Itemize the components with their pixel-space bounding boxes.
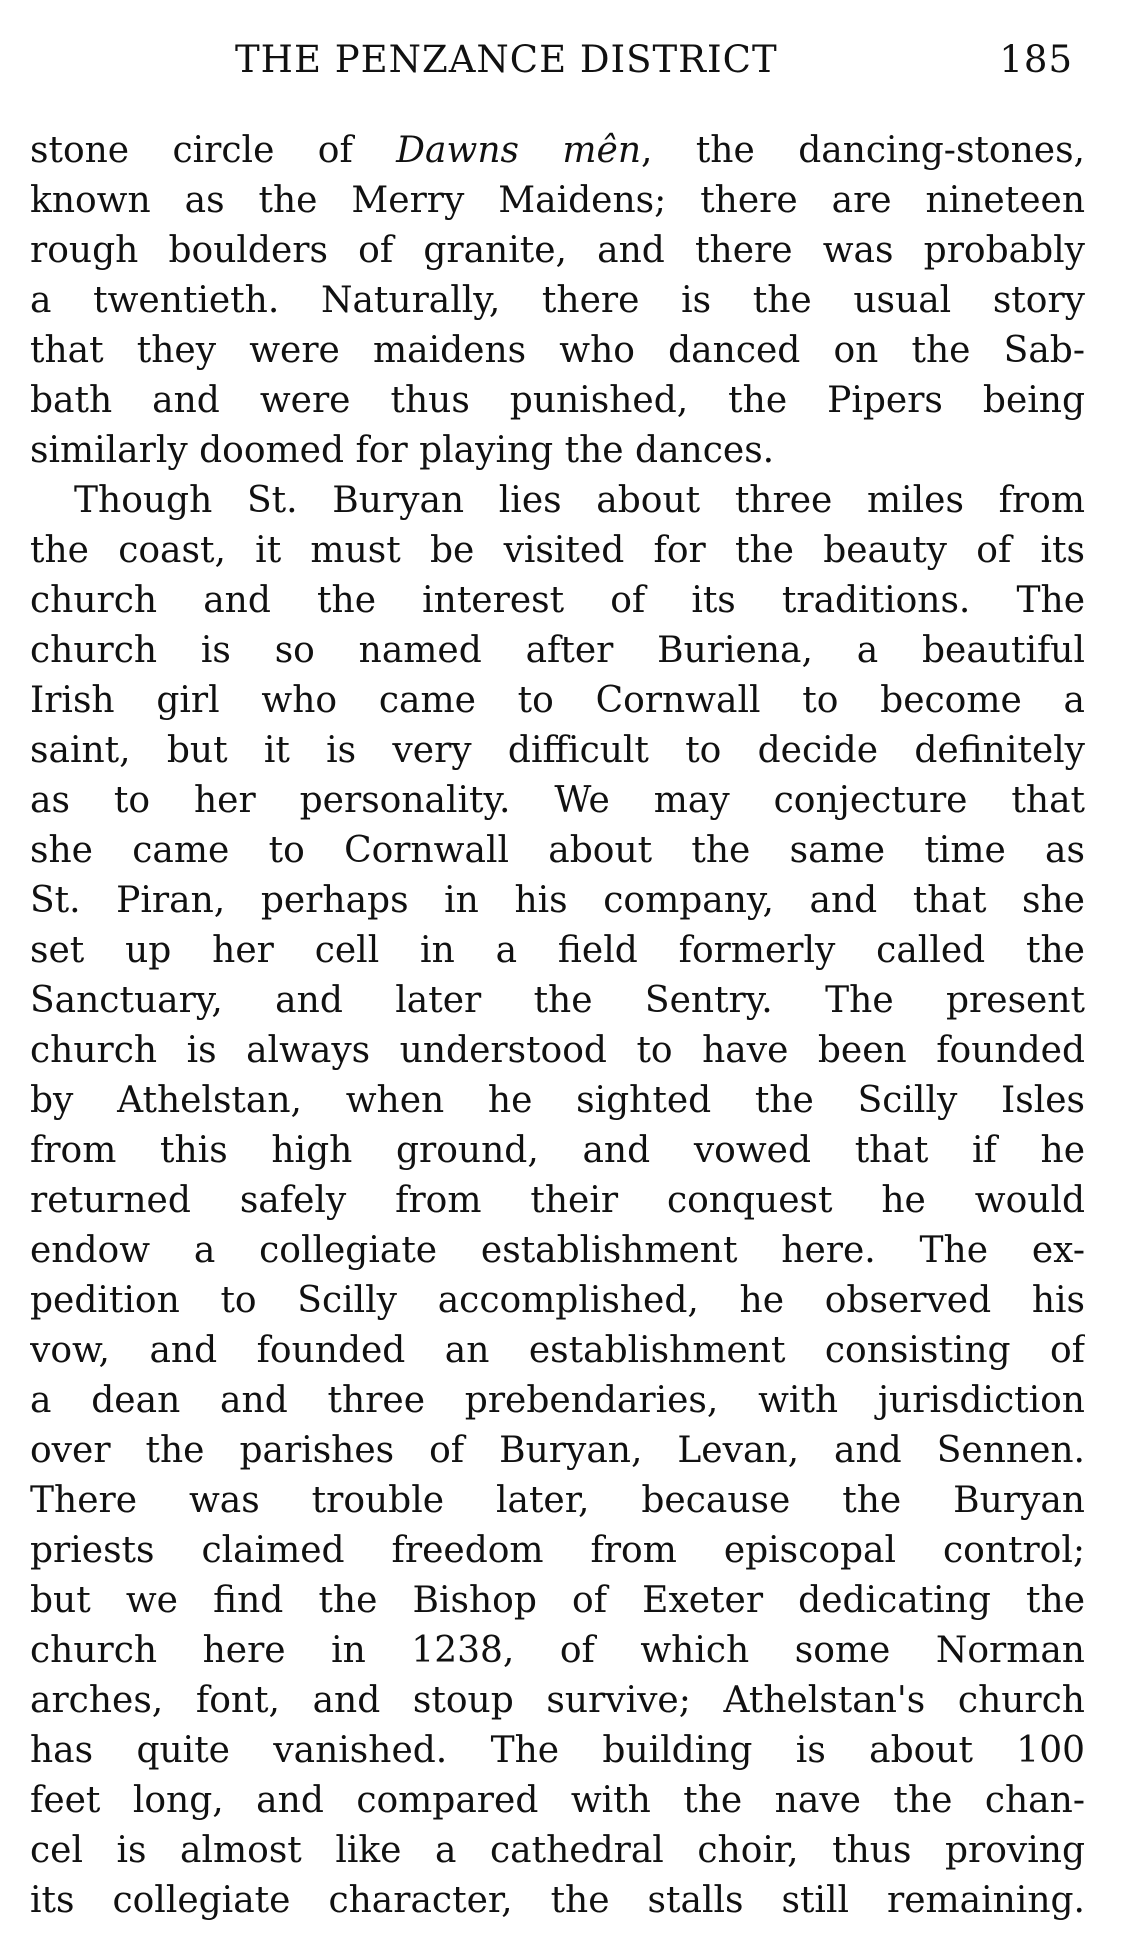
text-line: saint, but it is very difficult to decide definitely <box>30 730 1085 771</box>
text-line: Sanctuary, and later the Sentry. The present <box>30 980 1085 1021</box>
text-line: rough boulders of granite, and there was probably <box>30 230 1085 271</box>
paragraph-2 <box>30 476 1085 1926</box>
text-line: from this high ground, and vowed that if he <box>30 1130 1085 1171</box>
text-line: feet long, and compared with the nave the chan- <box>30 1780 1085 1821</box>
text-line: set up her cell in a field formerly called the <box>30 930 1085 971</box>
text-line: church is so named after Buriena, a beautiful <box>30 630 1085 671</box>
text-line: that they were maidens who danced on the Sab- <box>30 330 1085 371</box>
paragraph-1 <box>30 126 1085 476</box>
text-line: its collegiate character, the stalls still remaining. <box>30 1880 1085 1921</box>
text-line: cel is almost like a cathedral choir, thus proving <box>30 1830 1085 1871</box>
text-line: similarly doomed for playing the dances. <box>30 430 775 471</box>
text-line: by Athelstan, when he sighted the Scilly Isles <box>30 1080 1085 1121</box>
text-line: over the parishes of Buryan, Levan, and Sennen. <box>30 1430 1085 1471</box>
text-line: priests claimed freedom from episcopal control; <box>30 1530 1085 1571</box>
text-line: church is always understood to have been founded <box>30 1030 1085 1071</box>
text-line: church and the interest of its traditions. The <box>30 580 1085 621</box>
text-line: but we find the Bishop of Exeter dedicating the <box>30 1580 1085 1621</box>
text-line: endow a collegiate establishment here. The ex- <box>30 1230 1085 1271</box>
italic-phrase: Dawns mên <box>396 130 641 171</box>
text-line: the coast, it must be visited for the beauty of its <box>30 530 1085 571</box>
text-line: Irish girl who came to Cornwall to become a <box>30 680 1085 721</box>
text-line: St. Piran, perhaps in his company, and that she <box>30 880 1085 921</box>
text-line: pedition to Scilly accomplished, he observed his <box>30 1280 1085 1321</box>
text-line: Though St. Buryan lies about three miles from <box>74 480 1085 521</box>
text-line: has quite vanished. The building is about 100 <box>30 1730 1085 1771</box>
text-line: returned safely from their conquest he would <box>30 1180 1085 1221</box>
text-line: a dean and three prebendaries, with jurisdiction <box>30 1380 1085 1421</box>
text-line: There was trouble later, because the Buryan <box>30 1480 1085 1521</box>
running-title: THE PENZANCE DISTRICT <box>235 38 778 81</box>
text-line: church here in 1238, of which some Norman <box>30 1630 1085 1671</box>
text-line: as to her personality. We may conjecture that <box>30 780 1085 821</box>
body-text <box>30 126 1085 1926</box>
text-line: she came to Cornwall about the same time as <box>30 830 1085 871</box>
text-line: bath and were thus punished, the Pipers being <box>30 380 1085 421</box>
text-line: a twentieth. Naturally, there is the usual story <box>30 280 1085 321</box>
running-head <box>30 30 1085 94</box>
text-line: known as the Merry Maidens; there are nineteen <box>30 180 1085 221</box>
book-page <box>30 30 1085 1930</box>
page-number: 185 <box>999 38 1073 81</box>
text-line: vow, and founded an establishment consisting of <box>30 1330 1085 1371</box>
text-line: arches, font, and stoup survive; Athelstan's church <box>30 1680 1085 1721</box>
text-line: stone circle of Dawns mên, the dancing-stones, <box>30 130 1085 171</box>
